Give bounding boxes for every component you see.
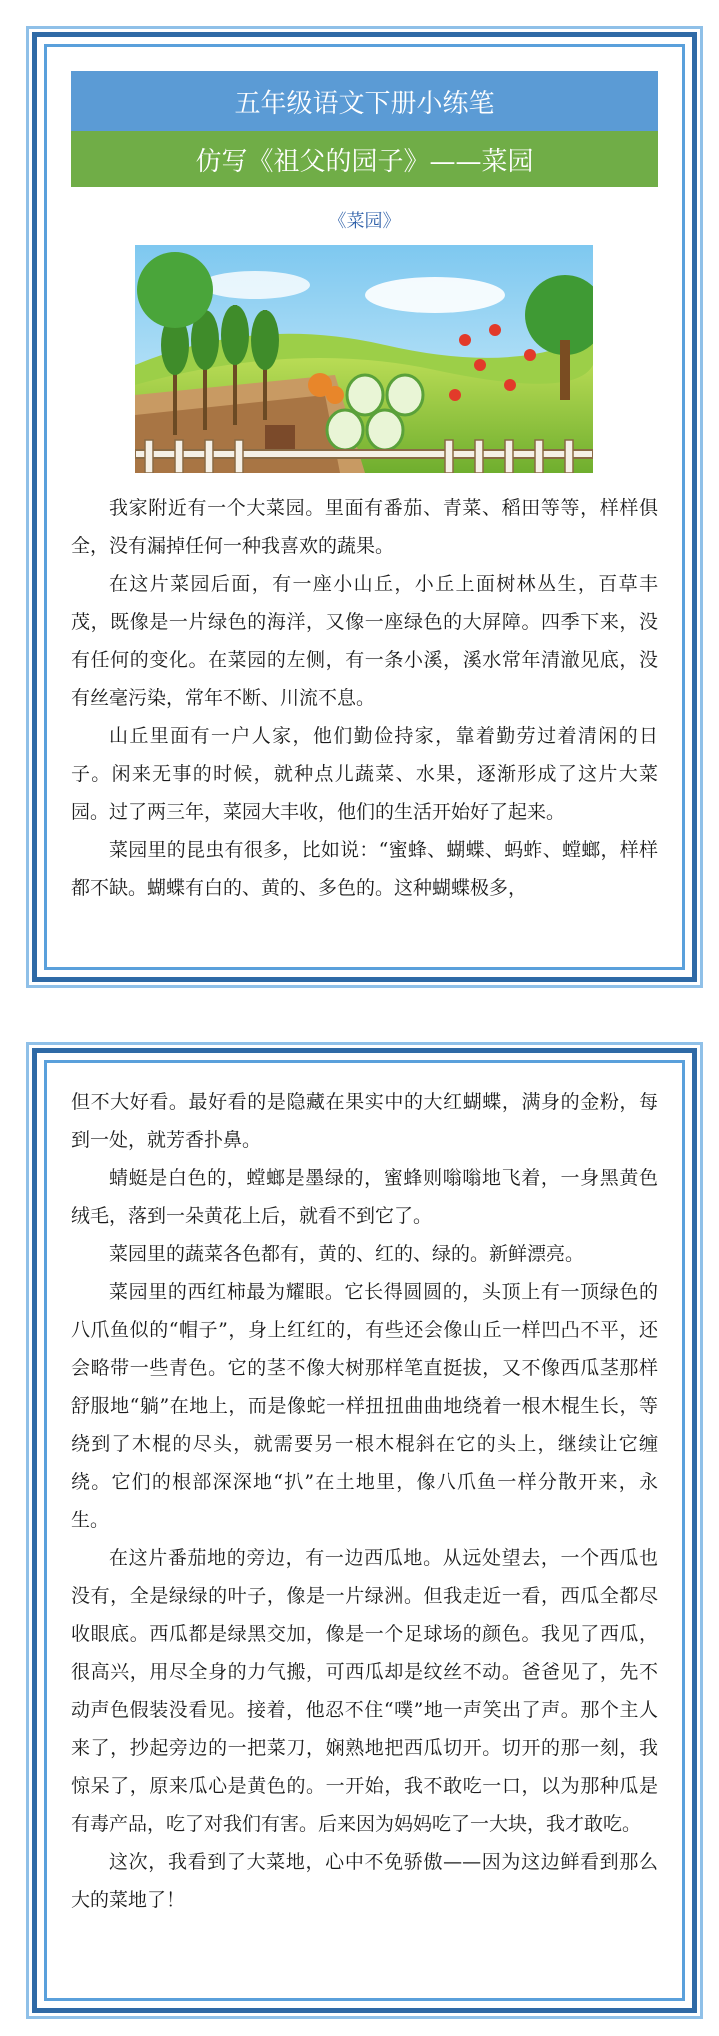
vegetable-garden-illustration	[135, 245, 593, 473]
title-banner: 五年级语文下册小练笔	[71, 71, 658, 131]
essay-title: 《菜园》	[328, 211, 401, 232]
essay-body-page-2	[71, 1083, 658, 1919]
paragraph: 在这片菜园后面，有一座小山丘，小丘上面树林丛生，百草丰茂，既像是一片绿色的海洋，又像一座绿色的大屏障。四季下来，没有任何的变化。在菜园的左侧，有一条小溪，溪水常年清澈见底，没有丝毫污染，常年不断、川流不息。	[71, 573, 658, 709]
paragraph: 在这片番茄地的旁边，有一边西瓜地。从远处望去，一个西瓜也没有，全是绿绿的叶子，像是一片绿洲。但我走近一看，西瓜全都尽收眼底。西瓜都是绿黑交加，像是一个足球场的颜色。我见了西瓜，很高兴，用尽全身的力气搬，可西瓜却是纹丝不动。爸爸见了，先不动声色假装没看见。接着，他忍不住“噗”地一声笑出了声。那个主人来了，抄起旁边的一把菜刀，娴熟地把西瓜切开。切开的那一刻，我惊呆了，原来瓜心是黄色的。一开始，我不敢吃一口，以为那种瓜是有毒产品，吃了对我们有害。后来因为妈妈吃了一大块，我才敢吃。	[71, 1547, 658, 1835]
page-card-1	[32, 32, 697, 982]
paragraph: 蜻蜓是白色的，螳螂是墨绿的，蜜蜂则嗡嗡地飞着，一身黑黄色绒毛，落到一朵黄花上后，就看不到它了。	[71, 1167, 658, 1227]
paragraph: 山丘里面有一户人家，他们勤俭持家，靠着勤劳过着清闲的日子。闲来无事的时候，就种点儿蔬菜、水果，逐渐形成了这片大菜园。过了两三年，菜园大丰收，他们的生活开始好了起来。	[71, 725, 658, 823]
essay-body-page-1	[71, 489, 658, 907]
paragraph: 菜园里的蔬菜各色都有，黄的、红的、绿的。新鲜漂亮。	[109, 1243, 585, 1265]
page-card-2	[32, 1048, 697, 2013]
paragraph: 菜园里的昆虫有很多，比如说：“蜜蜂、蝴蝶、蚂蚱、螳螂，样样都不缺。蝴蝶有白的、黄的、多色的。这种蝴蝶极多，	[71, 839, 658, 899]
subtitle-banner: 仿写《祖父的园子》——菜园	[71, 131, 658, 187]
paragraph: 这次，我看到了大菜地，心中不免骄傲——因为这边鲜看到那么大的菜地了！	[71, 1851, 658, 1911]
paragraph: 菜园里的西红柿最为耀眼。它长得圆圆的，头顶上有一顶绿色的八爪鱼似的“帽子”，身上红红的，有些还会像山丘一样凹凸不平，还会略带一些青色。它的茎不像大树那样笔直挺拔，又不像西瓜茎那样舒服地“躺”在地上，而是像蛇一样扭扭曲曲地绕着一根木棍生长，等绕到了木棍的尽头，就需要另一根木棍斜在它的头上，继续让它缠绕。它们的根部深深地“扒”在土地里，像八爪鱼一样分散开来，永生。	[71, 1281, 658, 1531]
paragraph: 我家附近有一个大菜园。里面有番茄、青菜、稻田等等，样样俱全，没有漏掉任何一种我喜欢的蔬果。	[71, 497, 658, 557]
paragraph-continuation: 但不大好看。最好看的是隐藏在果实中的大红蝴蝶，满身的金粉，每到一处，就芳香扑鼻。	[71, 1091, 658, 1151]
